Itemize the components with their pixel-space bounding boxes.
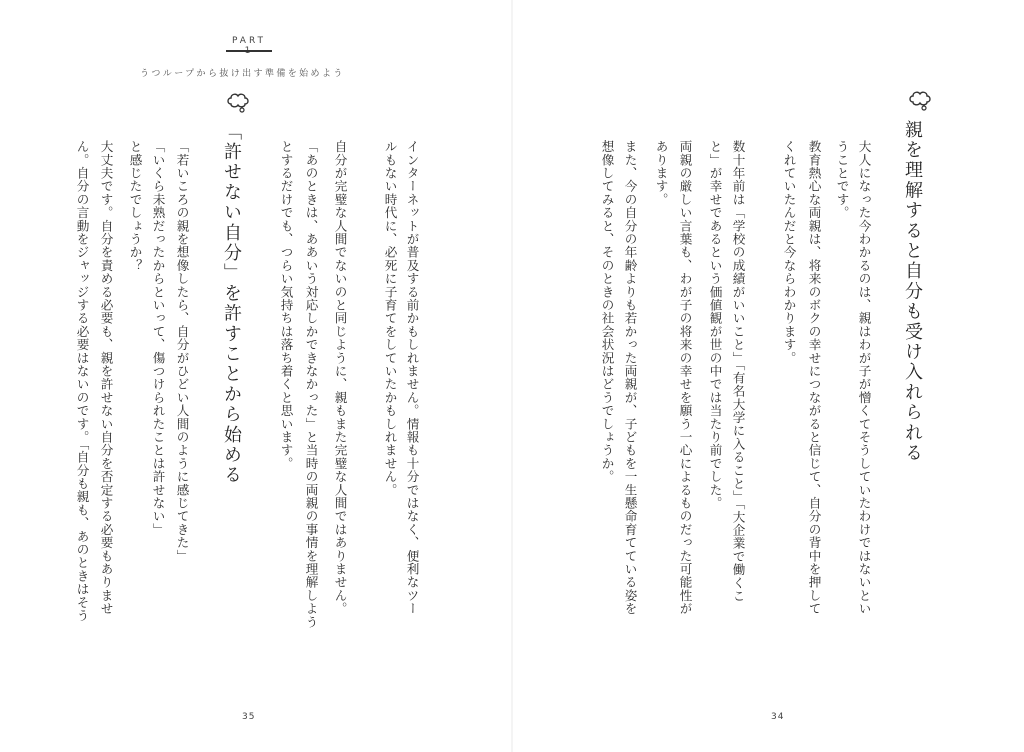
text-line: 数十年前は「学校の成績がいいこと」「有名大学に入ること」「大企業で働くこ [730, 140, 746, 603]
text-line: と」が幸せであるという価値観が世の中では当たり前でした。 [707, 140, 723, 510]
text-line: 両親の厳しい言葉も、わが子の将来の幸せを願う一心によるものだった可能性が [677, 140, 693, 616]
text-line: 「若いころの親を想像したら、自分がひどい人間のように感じてきた」 [174, 140, 190, 563]
text-line: とするだけでも、つらい気持ちは落ち着くと思います。 [278, 140, 294, 470]
page-number-right: 34 [771, 712, 785, 722]
text-line: 「あのときは、ああいう対応しかできなかった」と当時の両親の事情を理解しよう [303, 140, 319, 629]
part-label: PART [231, 36, 267, 46]
text-line: 想像してみると、そのときの社会状況はどうでしょうか。 [599, 140, 615, 484]
part-rule [226, 50, 272, 52]
text-line: 自分が完璧な人間でないのと同じように、親もまた完璧な人間ではありません。 [332, 140, 348, 616]
page-number-left: 35 [242, 712, 256, 722]
text-line: 「いくら未熟だったからといって、傷つけられたことは許せない」 [150, 140, 166, 536]
text-line: くれていたんだと今ならわかります。 [781, 140, 797, 365]
running-head: うつループから抜け出す準備を始めよう [140, 69, 345, 79]
text-line: うことです。 [834, 140, 850, 220]
text-line: 大人になった今わかるのは、親はわが子が憎くてそうしていたわけではないとい [856, 140, 872, 616]
text-line: と感じたでしょうか？ [127, 140, 143, 272]
thought-cloud-icon [226, 92, 250, 114]
section-heading-right: 親を理解すると自分も受け入れられる [902, 120, 923, 464]
text-line: 教育熱心な両親は、将来のボクの幸せにつながると信じて、自分の背中を押して [806, 140, 822, 616]
text-line: あります。 [653, 140, 669, 206]
gutter-divider [511, 0, 513, 752]
text-line: また、今の自分の年齢よりも若かった両親が、子どもを一生懸命育てている姿を [622, 140, 638, 616]
section-heading-left: 「許せない自分」を許すことから始める [221, 122, 242, 486]
text-line: ん。自分の言動をジャッジする必要はないのです。「自分も親も、あのときはそう [74, 140, 90, 623]
text-line: 大丈夫です。自分を責める必要も、親を許せない自分を否定する必要もありませ [98, 140, 114, 616]
text-line: ルもない時代に、必死に子育てをしていたかもしれません。 [382, 140, 398, 497]
thought-cloud-icon [908, 90, 932, 112]
text-line: インターネットが普及する前かもしれません。情報も十分ではなく、便利なツー [404, 140, 420, 616]
